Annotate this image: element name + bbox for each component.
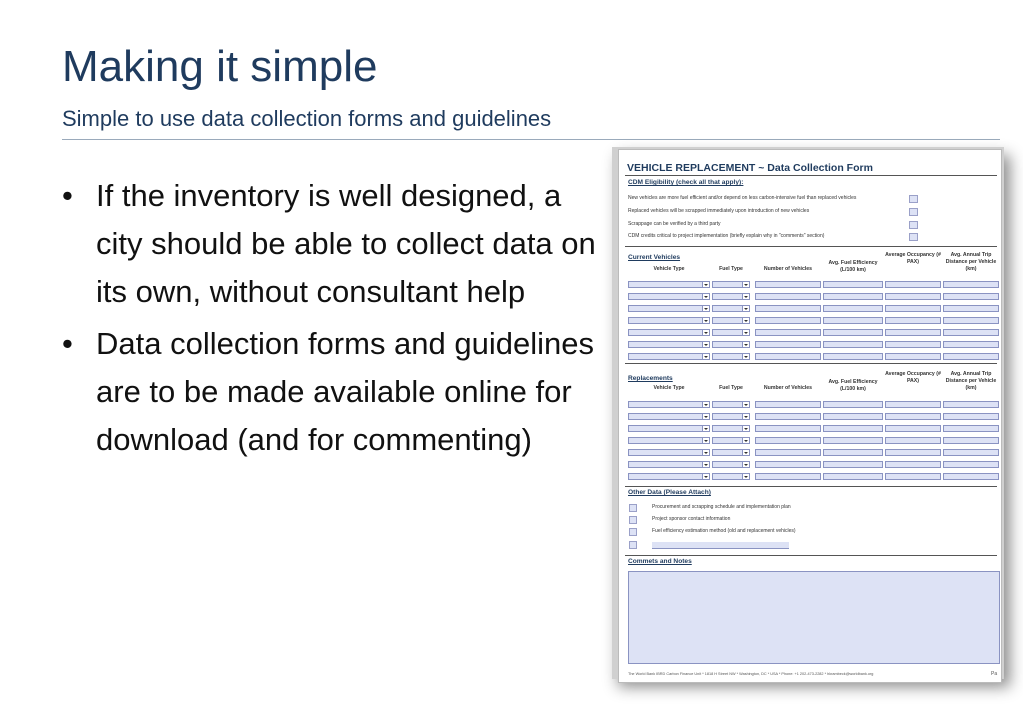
chevron-down-icon (742, 426, 749, 431)
input-cell (885, 293, 941, 300)
dropdown-cell (628, 401, 710, 408)
chevron-down-icon (702, 414, 709, 419)
input-cell (823, 281, 883, 288)
chevron-down-icon (702, 294, 709, 299)
input-cell (755, 413, 821, 420)
input-cell (823, 293, 883, 300)
page-label: Pa (991, 671, 998, 677)
input-cell (823, 353, 883, 360)
column-header: Vehicle Type (653, 385, 685, 391)
input-cell (755, 293, 821, 300)
eligibility-item: Scrappage can be verified by a third party (628, 221, 721, 227)
chevron-down-icon (742, 342, 749, 347)
form-divider (625, 246, 997, 247)
dropdown-cell (712, 293, 750, 300)
input-cell (885, 317, 941, 324)
chevron-down-icon (742, 318, 749, 323)
dropdown-cell (712, 341, 750, 348)
dropdown-cell (712, 281, 750, 288)
other-checkbox (629, 504, 637, 512)
other-checkbox (629, 528, 637, 536)
eligibility-item: New vehicles are more fuel efficient and/or depend on less carbon-intensive fuel than replaced vehicles (628, 195, 857, 201)
input-cell (943, 413, 999, 420)
input-cell (823, 425, 883, 432)
chevron-down-icon (702, 342, 709, 347)
chevron-down-icon (702, 330, 709, 335)
dropdown-cell (628, 305, 710, 312)
dropdown-cell (712, 353, 750, 360)
dropdown-cell (628, 329, 710, 336)
input-cell (755, 341, 821, 348)
input-cell (755, 317, 821, 324)
form-divider (625, 175, 997, 176)
chevron-down-icon (702, 318, 709, 323)
dropdown-cell (628, 281, 710, 288)
input-cell (885, 473, 941, 480)
dropdown-cell (628, 317, 710, 324)
bullet-list (62, 172, 602, 468)
input-cell (823, 473, 883, 480)
slide-title: Making it simple (62, 42, 378, 91)
input-cell (823, 329, 883, 336)
input-cell (943, 293, 999, 300)
other-data-label: Other Data (Please Attach) (628, 489, 711, 496)
input-cell (755, 461, 821, 468)
chevron-down-icon (702, 438, 709, 443)
input-cell (823, 437, 883, 444)
dropdown-cell (628, 449, 710, 456)
dropdown-cell (712, 317, 750, 324)
eligibility-label: CDM Eligibility (check all that apply): (628, 179, 744, 186)
column-header: Average Occupancy (# PAX) (885, 252, 941, 265)
dropdown-cell (628, 473, 710, 480)
input-cell (943, 281, 999, 288)
dropdown-cell (712, 329, 750, 336)
notes-label: Commets and Notes (628, 558, 692, 565)
column-header: Vehicle Type (653, 266, 685, 272)
column-header: Avg. Fuel Efficiency (L/100 km) (828, 260, 878, 273)
chevron-down-icon (702, 474, 709, 479)
form-divider (625, 555, 997, 556)
replacements-label: Replacements (628, 375, 673, 382)
form-title: VEHICLE REPLACEMENT ~ Data Collection Form (627, 162, 873, 174)
input-cell (943, 401, 999, 408)
input-cell (943, 449, 999, 456)
chevron-down-icon (742, 450, 749, 455)
input-cell (885, 305, 941, 312)
input-cell (755, 353, 821, 360)
dropdown-cell (628, 413, 710, 420)
chevron-down-icon (742, 402, 749, 407)
column-header: Number of Vehicles (763, 385, 813, 391)
dropdown-cell (628, 341, 710, 348)
column-header: Fuel Type (719, 385, 743, 391)
input-cell (885, 401, 941, 408)
input-cell (943, 473, 999, 480)
column-header: Avg. Fuel Efficiency (L/100 km) (828, 379, 878, 392)
chevron-down-icon (702, 426, 709, 431)
form-divider (625, 486, 997, 487)
column-header: Avg. Annual Trip Distance per Vehicle (km) (945, 371, 997, 391)
input-cell (885, 449, 941, 456)
chevron-down-icon (742, 474, 749, 479)
chevron-down-icon (742, 282, 749, 287)
input-cell (755, 281, 821, 288)
input-cell (823, 341, 883, 348)
dropdown-cell (712, 401, 750, 408)
input-cell (943, 353, 999, 360)
dropdown-cell (712, 461, 750, 468)
eligibility-checkbox (909, 208, 918, 216)
dropdown-cell (628, 461, 710, 468)
input-cell (755, 425, 821, 432)
input-cell (755, 449, 821, 456)
input-cell (943, 305, 999, 312)
input-cell (943, 317, 999, 324)
eligibility-checkbox (909, 195, 918, 203)
input-cell (755, 401, 821, 408)
other-checkbox (629, 541, 637, 549)
input-cell (885, 281, 941, 288)
chevron-down-icon (702, 282, 709, 287)
data-collection-form-image (618, 149, 1002, 683)
form-footer: The World Bank IBRD Carbon Finance Unit * 1818 H Street NW * Washington, DC * USA * Phone: +1 202-473-2282 * hkrambeck@worldbank.org (628, 672, 874, 676)
dropdown-cell (712, 473, 750, 480)
input-cell (755, 305, 821, 312)
input-cell (943, 329, 999, 336)
column-header: Number of Vehicles (763, 266, 813, 272)
eligibility-item: CDM credits critical to project implementation (briefly explain why in "comments" section) (628, 233, 825, 239)
chevron-down-icon (742, 414, 749, 419)
other-item: Project sponsor contact information (652, 516, 731, 522)
chevron-down-icon (742, 354, 749, 359)
input-cell (885, 329, 941, 336)
input-cell (943, 461, 999, 468)
bullet-item: • If the inventory is well designed, a city should be able to collect data on its own, without consultant help (62, 172, 602, 316)
eligibility-checkbox (909, 221, 918, 229)
other-item: Fuel efficiency estimation method (old and replacement vehicles) (652, 528, 796, 534)
eligibility-item: Replaced vehicles will be scrapped immediately upon introduction of new vehicles (628, 208, 810, 214)
input-cell (943, 425, 999, 432)
current-vehicles-label: Current Vehicles (628, 254, 681, 261)
input-cell (823, 461, 883, 468)
other-checkbox (629, 516, 637, 524)
form-divider (625, 363, 997, 364)
dropdown-cell (712, 449, 750, 456)
input-cell (823, 305, 883, 312)
slide-subtitle: Simple to use data collection forms and guidelines (62, 106, 552, 131)
chevron-down-icon (702, 450, 709, 455)
column-header: Fuel Type (719, 266, 743, 272)
dropdown-cell (628, 293, 710, 300)
input-cell (885, 461, 941, 468)
input-cell (755, 329, 821, 336)
input-cell (943, 341, 999, 348)
chevron-down-icon (702, 306, 709, 311)
column-header: Avg. Annual Trip Distance per Vehicle (km) (945, 252, 997, 272)
dropdown-cell (628, 425, 710, 432)
eligibility-checkbox (909, 233, 918, 241)
chevron-down-icon (742, 330, 749, 335)
dropdown-cell (712, 425, 750, 432)
notes-box (628, 571, 1000, 664)
chevron-down-icon (742, 294, 749, 299)
other-item: Procurement and scrapping schedule and implementation plan (652, 504, 791, 510)
dropdown-cell (712, 437, 750, 444)
input-cell (885, 413, 941, 420)
input-cell (755, 437, 821, 444)
input-cell (823, 449, 883, 456)
input-cell (885, 353, 941, 360)
input-cell (823, 401, 883, 408)
dropdown-cell (712, 305, 750, 312)
dropdown-cell (628, 353, 710, 360)
chevron-down-icon (742, 438, 749, 443)
dropdown-cell (628, 437, 710, 444)
other-text-field (652, 542, 789, 549)
chevron-down-icon (702, 402, 709, 407)
input-cell (885, 437, 941, 444)
chevron-down-icon (742, 462, 749, 467)
chevron-down-icon (742, 306, 749, 311)
dropdown-cell (712, 413, 750, 420)
title-divider (62, 139, 1000, 140)
chevron-down-icon (702, 354, 709, 359)
input-cell (823, 413, 883, 420)
input-cell (823, 317, 883, 324)
input-cell (943, 437, 999, 444)
chevron-down-icon (702, 462, 709, 467)
input-cell (755, 473, 821, 480)
column-header: Average Occupancy (# PAX) (885, 371, 941, 384)
input-cell (885, 425, 941, 432)
bullet-item: • Data collection forms and guidelines are to be made available online for download (and for commenting) (62, 320, 602, 464)
input-cell (885, 341, 941, 348)
